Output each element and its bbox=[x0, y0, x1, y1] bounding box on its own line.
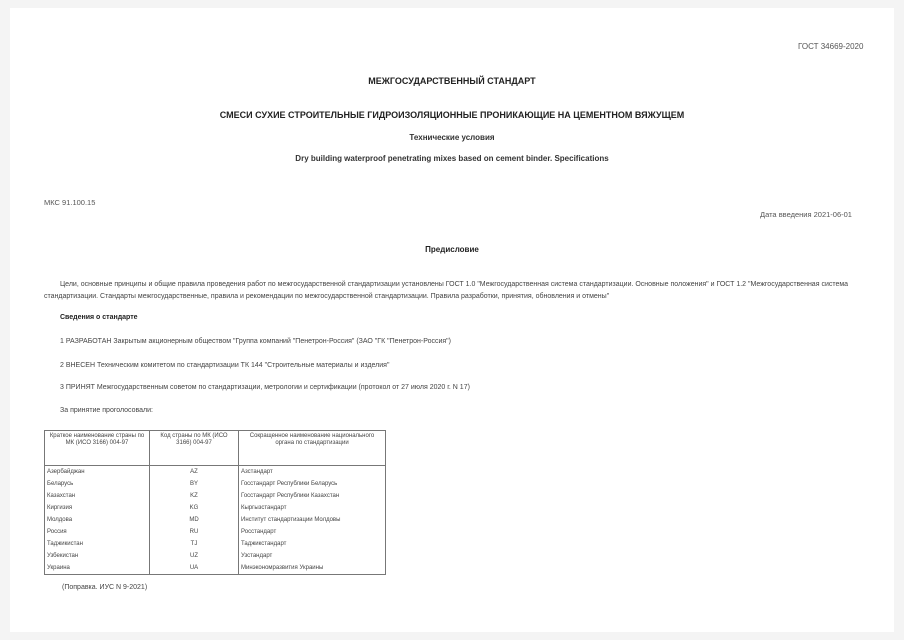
table-header-code: Код страны по МК (ИСО 3166) 004-97 bbox=[150, 431, 239, 466]
table-cell: Казахстан bbox=[45, 490, 150, 502]
table-row bbox=[45, 550, 386, 562]
standard-type-title: МЕЖГОСУДАРСТВЕННЫЙ СТАНДАРТ bbox=[368, 76, 536, 86]
table-header-body: Сокращенное наименование национального органа по стандартизации bbox=[239, 431, 386, 466]
table-cell: AZ bbox=[150, 466, 239, 479]
table-cell: RU bbox=[150, 526, 239, 538]
table-cell: Институт стандартизации Молдовы bbox=[239, 514, 386, 526]
table-cell: Азербайджан bbox=[45, 466, 150, 479]
table-cell: Госстандарт Республики Казахстан bbox=[239, 490, 386, 502]
table-cell: Минэкономразвития Украины bbox=[239, 562, 386, 575]
table-header-row bbox=[45, 431, 386, 466]
table-row bbox=[45, 526, 386, 538]
table-header-country: Краткое наименование страны по МК (ИСО 3166) 004-97 bbox=[45, 431, 150, 466]
table-cell: Таджикстандарт bbox=[239, 538, 386, 550]
correction-note: (Поправка. ИУС N 9-2021) bbox=[62, 584, 148, 591]
table-cell: Киргизия bbox=[45, 502, 150, 514]
table-cell: Таджикистан bbox=[45, 538, 150, 550]
foreword-item: 1 РАЗРАБОТАН Закрытым акционерным обществом "Группа компаний "Пенетрон-Россия" (ЗАО "ГК "Пенетрон-Россия") bbox=[60, 338, 451, 345]
table-row bbox=[45, 478, 386, 490]
table-cell: Росстандарт bbox=[239, 526, 386, 538]
table-cell: Азстандарт bbox=[239, 466, 386, 479]
table-cell: Россия bbox=[45, 526, 150, 538]
table-cell: Госстандарт Республики Беларусь bbox=[239, 478, 386, 490]
table-cell: Украина bbox=[45, 562, 150, 575]
foreword-item: 3 ПРИНЯТ Межгосударственным советом по стандартизации, метрологии и сертификации (протокол от 27 июля 2020 г. N 17) bbox=[60, 384, 470, 391]
intro-date: Дата введения 2021-06-01 bbox=[760, 210, 852, 219]
standard-name-en: Dry building waterproof penetrating mixes based on cement binder. Specifications bbox=[295, 154, 609, 163]
table-cell: TJ bbox=[150, 538, 239, 550]
foreword-item: За принятие проголосовали: bbox=[60, 407, 153, 414]
oks-code: МКС 91.100.15 bbox=[44, 198, 96, 207]
foreword-heading: Предисловие bbox=[425, 245, 479, 254]
table-cell: UZ bbox=[150, 550, 239, 562]
info-heading: Сведения о стандарте bbox=[60, 314, 138, 321]
standard-name-ru: СМЕСИ СУХИЕ СТРОИТЕЛЬНЫЕ ГИДРОИЗОЛЯЦИОННЫЕ ПРОНИКАЮЩИЕ НА ЦЕМЕНТНОМ ВЯЖУЩЕМ bbox=[219, 110, 685, 120]
table-cell: Кыргызстандарт bbox=[239, 502, 386, 514]
table-row bbox=[45, 514, 386, 526]
gost-number: ГОСТ 34669-2020 bbox=[798, 42, 864, 51]
table-row bbox=[45, 490, 386, 502]
table-cell: KG bbox=[150, 502, 239, 514]
table-cell: BY bbox=[150, 478, 239, 490]
standard-subtitle-ru: Технические условия bbox=[409, 133, 495, 142]
table-row bbox=[45, 466, 386, 479]
table-cell: Узбекистан bbox=[45, 550, 150, 562]
table-cell: MD bbox=[150, 514, 239, 526]
table-cell: Молдова bbox=[45, 514, 150, 526]
table-row bbox=[45, 538, 386, 550]
table-cell: KZ bbox=[150, 490, 239, 502]
voting-countries-table bbox=[44, 430, 386, 575]
foreword-item: 2 ВНЕСЕН Техническим комитетом по стандартизации ТК 144 "Строительные материалы и изделия" bbox=[60, 362, 390, 369]
foreword-paragraph: Цели, основные принципы и общие правила проведения работ по межгосударственной стандартизации установлены ГОСТ 1.0 "Межгосударственная система стандартизации. Основные положения" и ГОСТ 1.2 "Межгосударственная система стандартизации. Стандарты межгосударственные, правила и рекомендации по межгосударственной стандартизации. Правила разработки, принятия, обновления и отмены" bbox=[44, 281, 849, 300]
table-row bbox=[45, 502, 386, 514]
table-row bbox=[45, 562, 386, 575]
table-cell: UA bbox=[150, 562, 239, 575]
table-cell: Беларусь bbox=[45, 478, 150, 490]
table-cell: Узстандарт bbox=[239, 550, 386, 562]
